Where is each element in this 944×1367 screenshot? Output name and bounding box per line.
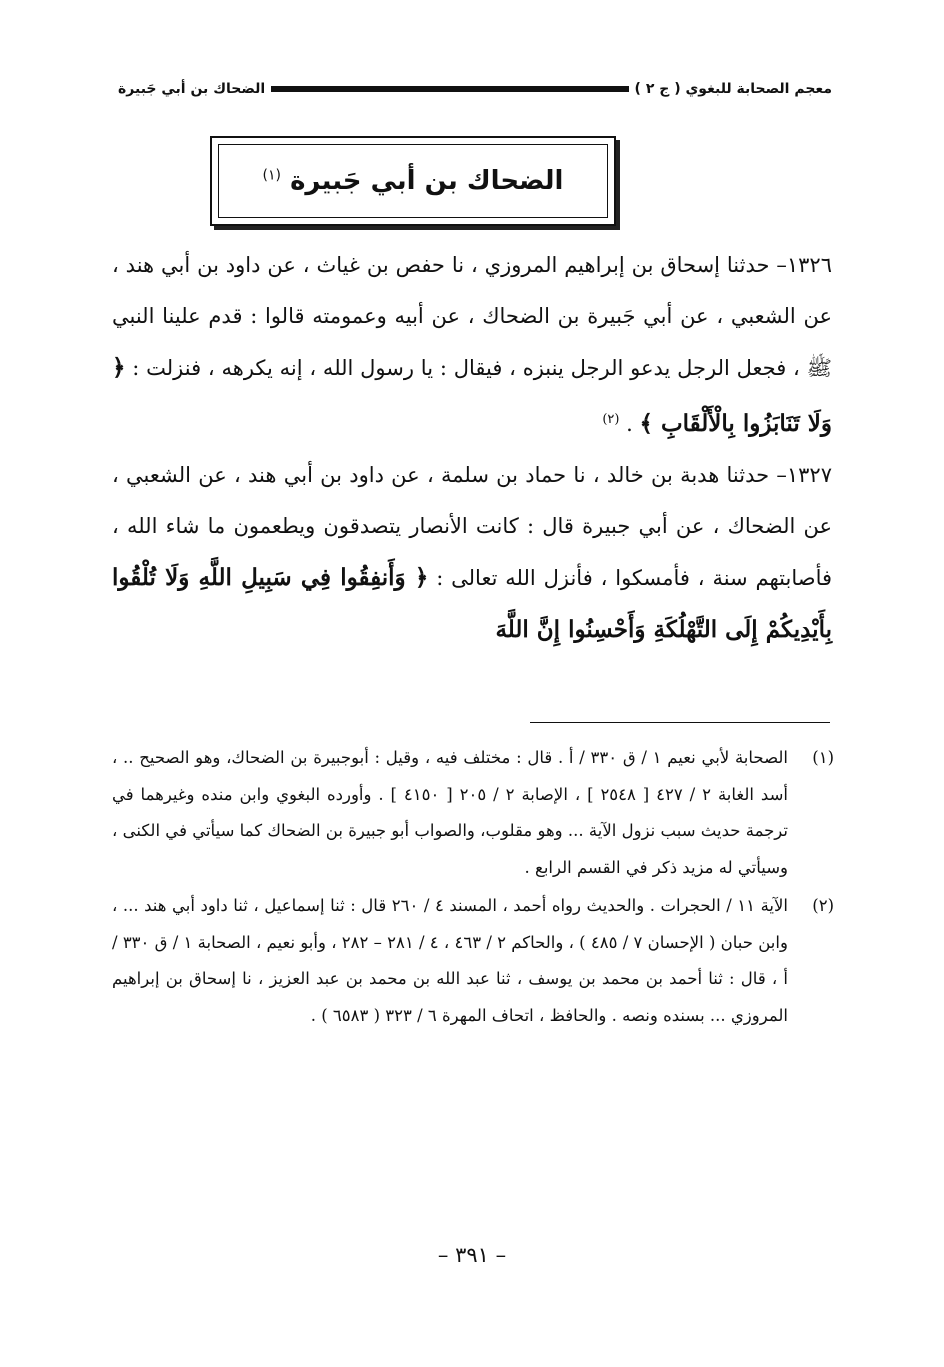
- footnote-separator: [530, 722, 830, 723]
- footnote-text: الآية ١١ / الحجرات . والحديث رواه أحمد ، المسند ٤ / ٢٦٠ قال : ثنا إسماعيل ، ثنا داود أبي هند ... ، وابن حبان ( الإحسان ٧ / ٤٨٥ ) ، والحاكم ٢ / ٤٦٣ ، ٤ / ٢٨١ – ٢٨٢ ، وأبو نعيم ، الصحابة ١ / ق ٣٣٠ / أ ، قال : ثنا أحمد بن محمد بن يوسف ، ثنا عبد الله بن محمد بن عبد العزيز ، نا إسحاق بن إبراهيم المروزي ... بسنده ونصه . والحافظ ، اتحاف المهرة ٦ / ٣٢٣ ( ٦٥٨٣ ) .: [112, 896, 788, 1025]
- title-footnote-ref: (١): [262, 167, 281, 184]
- footnotes: [112, 740, 834, 1036]
- running-header: [118, 76, 832, 102]
- footnote-ref-2: (٢): [602, 412, 620, 427]
- book-title: معجم الصحابة للبغوي ( ج ٢ ): [634, 81, 832, 97]
- footnote-1: [112, 740, 834, 886]
- hadith-1326-end: .: [626, 412, 640, 436]
- hadith-1326-text: ١٣٢٦– حدثنا إسحاق بن إبراهيم المروزي ، نا حفص بن غياث ، عن داود بن أبي هند ، عن الشعبي ، عن أبي جَبيرة بن الضحاك ، عن أبيه وعمومته قالوا : قدم علينا النبي ﷺ ، فجعل الرجل يدعو الرجل ينبزه ، فيقال : يا رسول الله ، إنه يكرهه ، فنزلت :: [112, 253, 832, 380]
- entry-title-text: الضحاك بن أبي جَبيرة: [290, 166, 564, 196]
- main-text: [112, 240, 832, 656]
- hadith-1326: [112, 240, 832, 450]
- page-number: – ٣٩١ –: [437, 1243, 507, 1267]
- hadith-1327-text: ١٣٢٧– حدثنا هدبة بن خالد ، نا حماد بن سلمة ، عن داود بن أبي هند ، عن الشعبي ، عن الضحاك ، عن أبي جبيرة قال : كانت الأنصار يتصدقون ويطعمون ما شاء الله ، فأصابتهم سنة ، فأمسكوا ، فأنزل الله تعالى :: [112, 463, 833, 590]
- footnote-text: الصحابة لأبي نعيم ١ / ق ٣٣٠ / أ . قال : مختلف فيه ، وقيل : أبوجبيرة بن الضحاك، وهو الصحيح .. ، أسد الغابة ٢ / ٤٢٧ [ ٢٥٤٨ ] ، الإصابة ٢ / ٢٠٥ [ ٤١٥٠ ] . وأورده البغوي وابن منده وغيرهما في ترجمة حديث سبب نزول الآية ... وهو مقلوب، والصواب أبو جبيرة بن الضحاك كما سيأتي في الكنى ، وسيأتي له مزيد ذكر في القسم الرابع .: [112, 748, 788, 877]
- quran-quote-2: ﴿ وَأَنفِقُوا فِي سَبِيلِ اللَّهِ وَلَا تُلْقُوا بِأَيْدِيكُمْ إِلَى التَّهْلُكَةِ وَأَحْسِنُوا إِنَّ اللَّهَ: [112, 564, 832, 643]
- quran-quote-1: ﴿ وَلَا تَنَابَزُوا بِالْأَلْقَابِ ﴾: [112, 354, 832, 437]
- header-rule: [271, 86, 628, 92]
- footnote-number: (٢): [812, 896, 834, 915]
- section-title: الضحاك بن أبي جَبيرة: [118, 81, 266, 97]
- footnote-number: (١): [812, 748, 834, 767]
- footnote-2: [112, 888, 834, 1034]
- title-box: [210, 136, 616, 226]
- hadith-1327: [112, 450, 832, 656]
- entry-title: [263, 166, 564, 196]
